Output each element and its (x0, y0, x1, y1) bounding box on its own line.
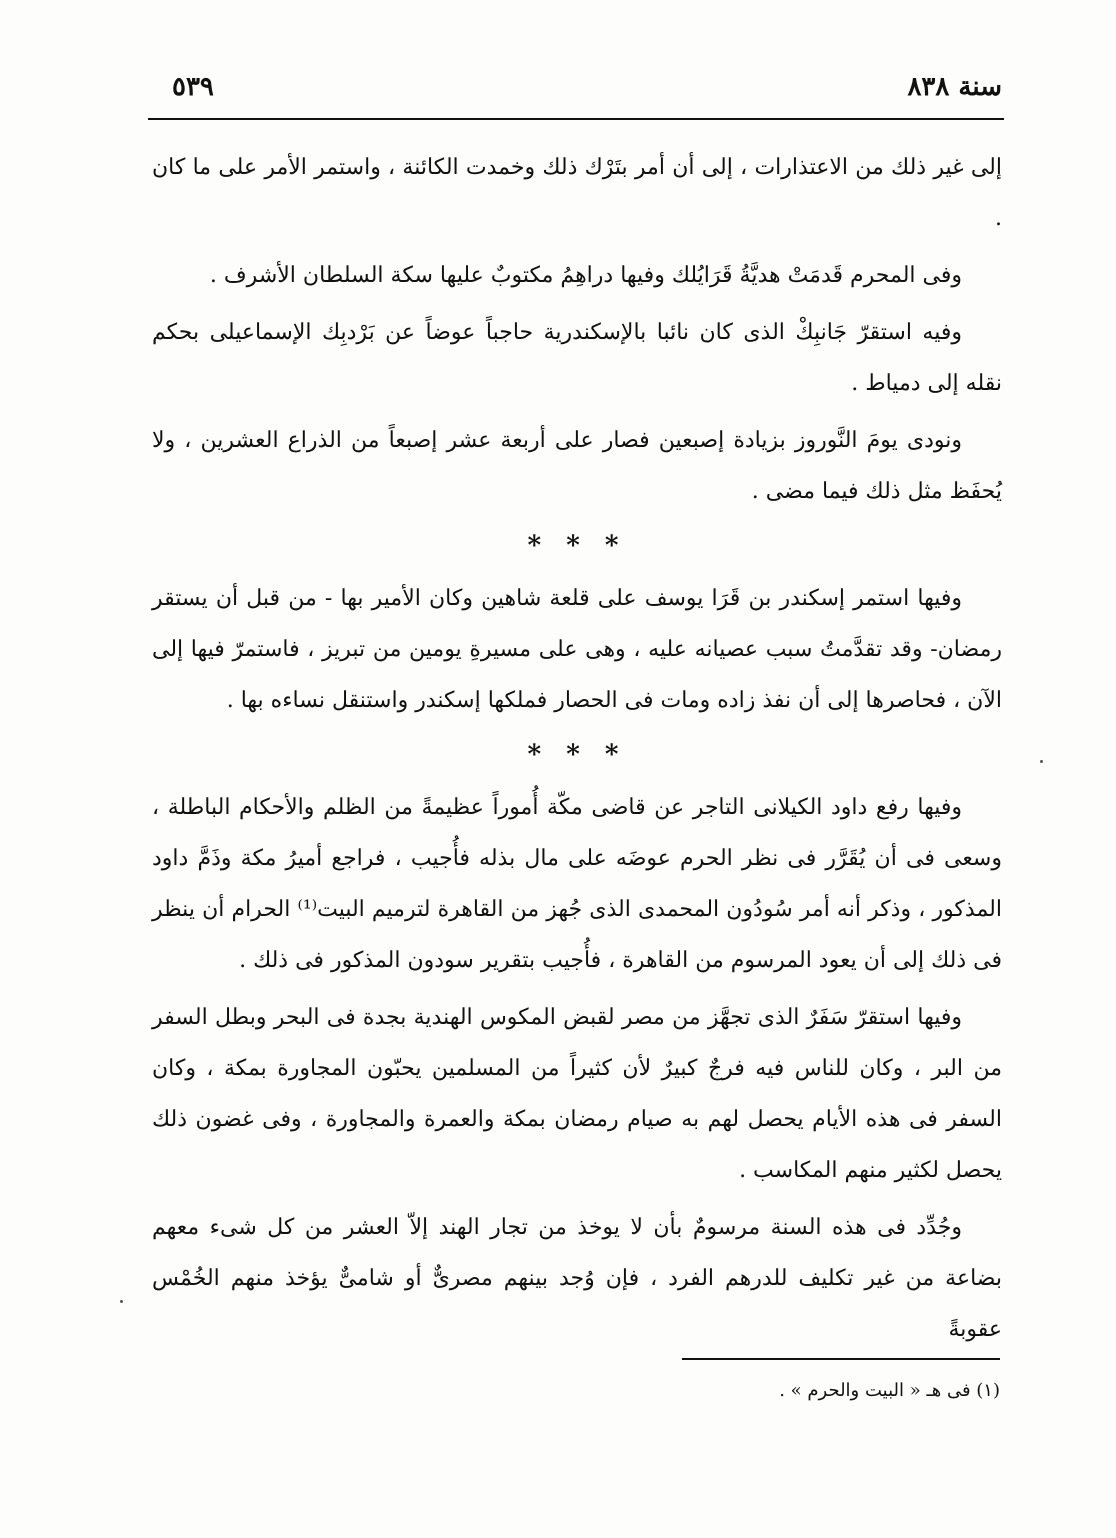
section-separator-2: * * * (527, 740, 627, 770)
paragraph-5: وفيها استمر إسكندر بن قَرَا يوسف على قلعة شاهين وكان الأمير بها - من قبل أن يستقر رمضان- وقد تقدَّمتُ سبب عصيانه عليه ، وهى على مسيرةِ يومين من تبريز ، فاستمرّ فيها إلى الآن ، فحاصرها إلى أن نفذ زاده ومات فى الحصار فملكها إسكندر واستنقل نساءه بها . (152, 586, 1002, 713)
header-year: سنة ٨٣٨ (907, 72, 1002, 102)
paragraph-3: وفيه استقرّ جَانبِكْ الذى كان نائبا بالإسكندرية حاجباً عوضاً عن بَرْدبِك الإسماعيلى بحكم نقله إلى دمياط . (152, 320, 1002, 396)
page-header (150, 70, 1002, 110)
paragraph-4: ونودى يومَ النَّوروز بزيادة إصبعين فصار على أربعة عشر إصبعاً من الذراع العشرين ، ولا يُحفَظ مثل ذلك فيما مضى . (152, 428, 1002, 504)
paragraph-2: وفى المحرم قَدمَتْ هديَّةُ قَرَايُلك وفيها دراهِمُ مكتوبٌ عليها سكة السلطان الأشرف . (209, 263, 962, 288)
paragraph-8: وجُدِّد فى هذه السنة مرسومٌ بأن لا يوخذ من تجار الهند إلاّ العشر من كل شىء معهم بضاعة من غير تكليف للدرهم الفرد ، فإن وُجد بينهم مصرىٌّ أو شامىٌّ يؤخذ منهم الخُمْس عقوبةً (152, 1215, 1002, 1342)
header-rule (148, 118, 1004, 120)
print-speck (1040, 760, 1043, 763)
paragraph-6: وفيها رفع داود الكيلانى التاجر عن قاضى مكّة أُموراً عظيمةً من الظلم والأحكام الباطلة ، وسعى فى أن يُقَرَّر فى نظر الحرم عوضَه على مال بذله فأُجيب ، فراجع أميرُ مكة وذَمَّ داود المذكور ، وذكر أنه أمر سُودُون المحمدى الذى جُهز من القاهرة لترميم البيت⁽¹⁾ الحرام أن ينظر فى ذلك إلى أن يعود المرسوم من القاهرة ، فأُجيب بتقرير سودون المذكور فى ذلك . (152, 795, 1002, 973)
print-speck (120, 1300, 123, 1303)
page-number: ٥٣٩ (172, 72, 214, 102)
paragraph-7: وفيها استقرّ سَفَرٌ الذى تجهَّز من مصر لقبض المكوس الهندية بجدة فى البحر وبطل السفر من البر ، وكان للناس فيه فرجٌ كبيرٌ لأن كثيراً من المسلمين يحبّون المجاورة بمكة ، وكان السفر فى هذه الأيام يحصل لهم به صيام رمضان بمكة والعمرة والمجاورة ، وفى غضون ذلك يحصل لكثير منهم المكاسب . (152, 1005, 1002, 1183)
body-text (152, 142, 1002, 1361)
footnote: (١) فى هـ « البيت والحرم » . (779, 1380, 1000, 1401)
paragraph-1: إلى غير ذلك من الاعتذارات ، إلى أن أمر بتَرْك ذلك وخمدت الكائنة ، واستمر الأمر على ما كان . (152, 155, 1002, 231)
footnote-rule (682, 1358, 1000, 1360)
section-separator-1: * * * (527, 531, 627, 561)
